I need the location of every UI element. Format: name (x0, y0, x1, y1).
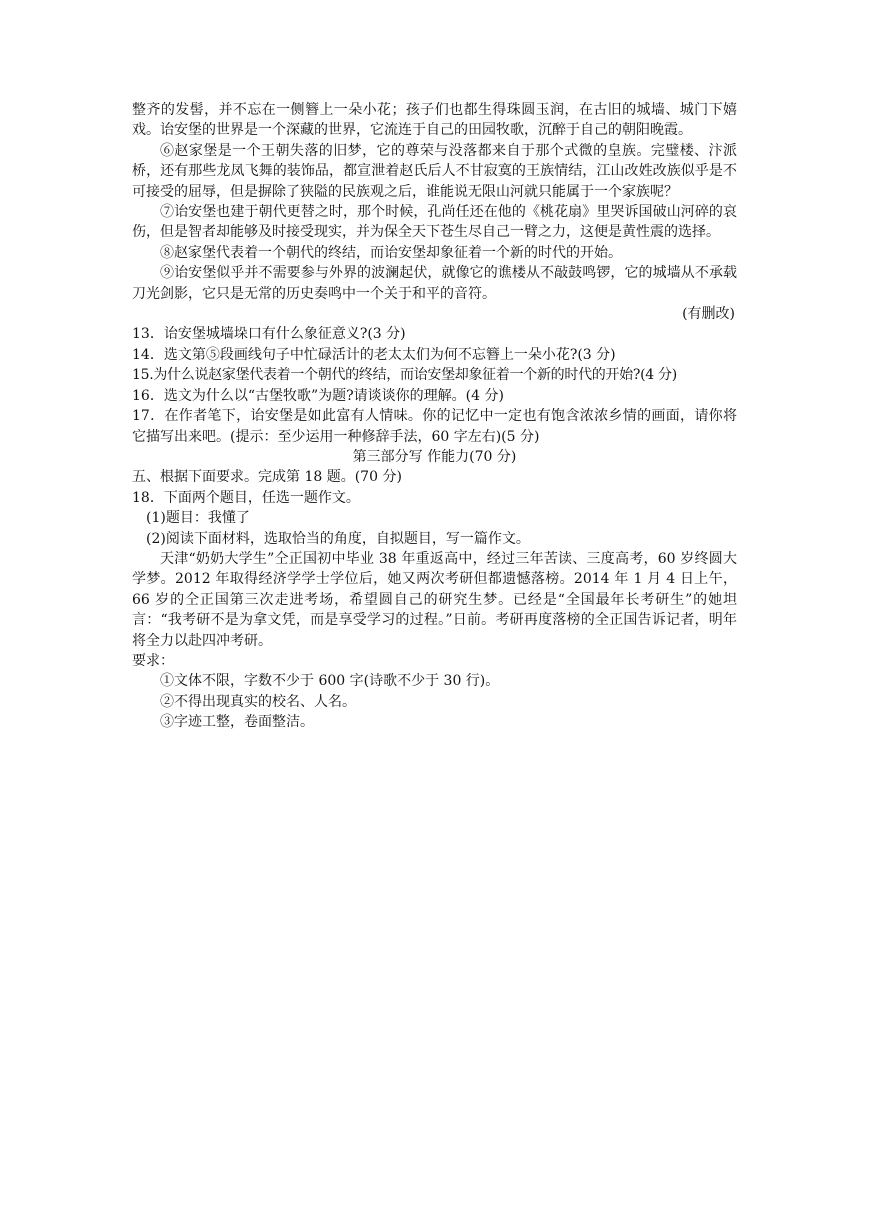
question-14: 14．选文第⑤段画线句子中忙碌活计的老太太们为何不忘簪上一朵小花?(3 分) (132, 346, 616, 363)
passage-paragraph-8: ⑧赵家堡代表着一个朝代的终结，而诒安堡却象征着一个新的时代的开始。 (160, 244, 622, 261)
requirement-3: ③字迹工整，卷面整洁。 (160, 714, 314, 731)
question-13: 13．诒安堡城墙垛口有什么象征意义?(3 分) (132, 326, 406, 343)
source-note: (有删改) (682, 306, 735, 323)
section-five: 五、根据下面要求。完成第 18 题。(70 分) (132, 469, 402, 486)
option-2: (2)阅读下面材料，选取恰当的角度，自拟题目，写一篇作文。 (146, 530, 530, 547)
passage-paragraph-6: ⑥赵家堡是一个王朝失落的旧梦，它的尊荣与没落都来自于那个式微的皇族。完璧楼、汴派桥，还有那些龙凤飞舞的装饰品，都宣泄着赵氏后人不甘寂寞的王族情结，江山改姓改族似乎是不可接受的屈辱，但是摒除了狭隘的民族观之后，谁能说无限山河就只能属于一个家族呢？ (132, 142, 737, 200)
requirements-label: 要求： (132, 652, 174, 669)
question-17: 17．在作者笔下，诒安堡是如此富有人情味。你的记忆中一定也有饱含浓浓乡情的画面，请你将它描写出来吧。(提示：至少运用一种修辞手法，60 字左右)(5 分) (132, 408, 737, 445)
question-18: 18．下面两个题目，任选一题作文。 (132, 489, 360, 506)
option-1: (1)题目：我懂了 (146, 510, 250, 527)
requirement-2: ②不得出现真实的校名、人名。 (160, 693, 356, 710)
passage-paragraph-9: ⑨诒安堡似乎并不需要参与外界的波澜起伏，就像它的谯楼从不敲鼓鸣锣，它的城墙从不承载刀光剑影，它只是无常的历史奏鸣中一个关于和平的音符。 (132, 265, 737, 302)
requirement-1: ①文体不限，字数不少于 600 字(诗歌不少于 30 行)。 (160, 673, 500, 690)
part3-heading: 第三部分写 作能力(70 分) (352, 448, 517, 465)
exam-page (132, 100, 737, 733)
passage-paragraph-5-end: 整齐的发髻，并不忘在一侧簪上一朵小花；孩子们也都生得珠圆玉润，在古旧的城墙、城门下嬉戏。诒安堡的世界是一个深藏的世界，它流连于自己的田园牧歌，沉醉于自己的朝阳晚霞。 (132, 102, 737, 139)
passage-paragraph-7: ⑦诒安堡也建于朝代更替之时，那个时候，孔尚任还在他的《桃花扇》里哭诉国破山河碎的哀伤，但是智者却能够及时接受现实，并为保全天下苍生尽自己一臂之力，这便是黄性震的选择。 (132, 204, 737, 241)
material-paragraph: 天津“奶奶大学生”仝正国初中毕业 38 年重返高中，经过三年苦读、三度高考，60 岁终圆大学梦。2012 年取得经济学学士学位后，她又两次考研但都遗憾落榜。2014 年 1 月 4 日上午，66 岁的仝正国第三次走进考场，希望圆自己的研究生梦。已经是“全国最年长考研生”的她坦言：“我考研不是为拿文凭，而是享受学习的过程。”日前。考研再度落榜的全正国告诉记者，明年将全力以赴四冲考研。 (132, 550, 737, 649)
question-16: 16．选文为什么以“古堡牧歌”为题?请谈谈你的理解。(4 分) (132, 387, 504, 404)
question-15: 15.为什么说赵家堡代表着一个朝代的终结，而诒安堡却象征着一个新的时代的开始?(4 分) (132, 367, 677, 384)
